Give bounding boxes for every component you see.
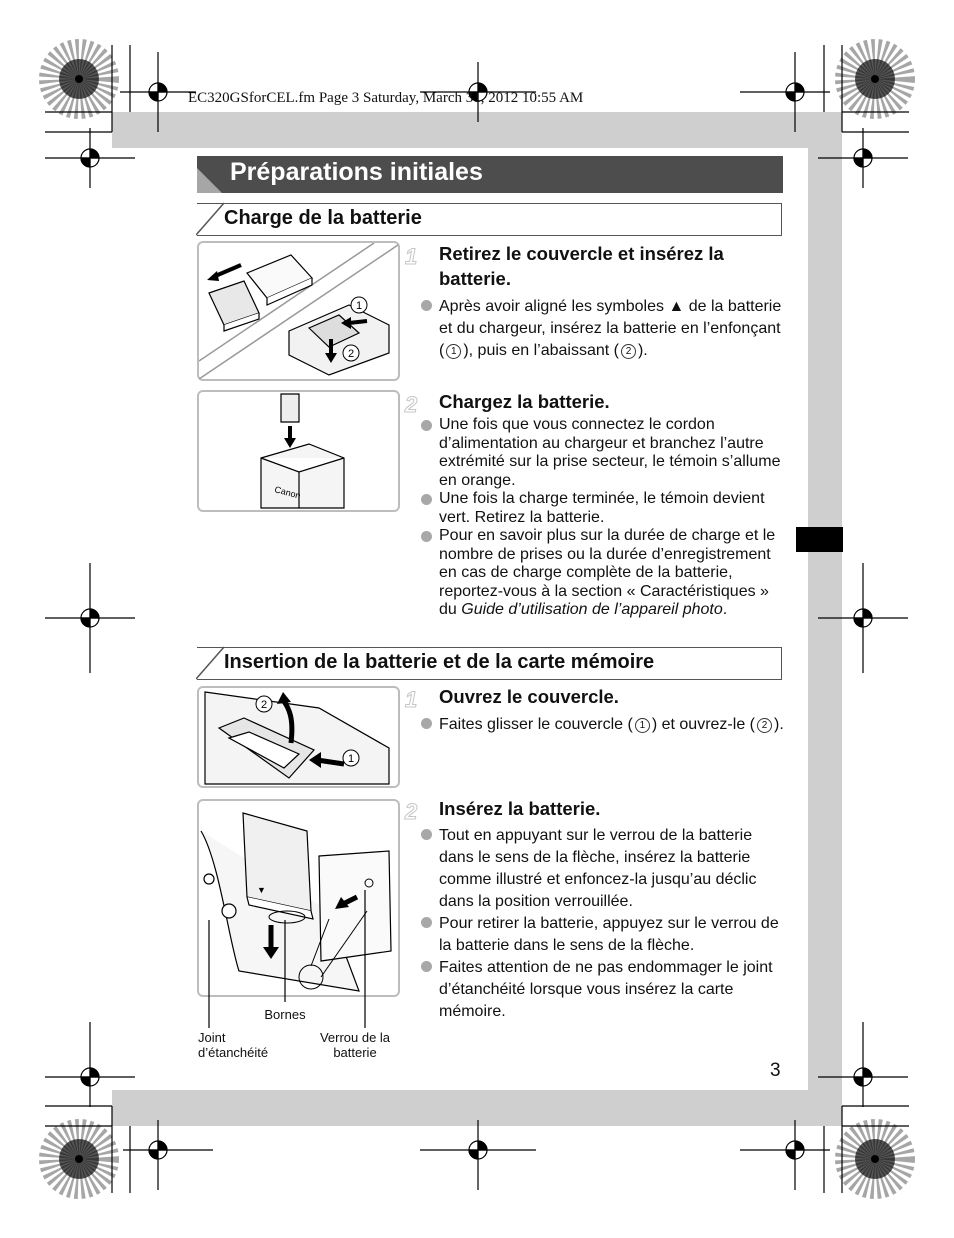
bullet-text: de la batterie et du chargeur, insérez la batterie en l’enfonçant ( xyxy=(439,298,782,359)
bullet-dot-icon xyxy=(421,420,432,431)
marker-one: 1 xyxy=(355,300,363,312)
step-number: 1 xyxy=(405,244,418,269)
bullet-text: Une fois que vous connectez le cordon d’alimentation au chargeur et branchez l’autre extrémité sur la prise secteur, le témoin s’allume en orange. xyxy=(439,416,781,489)
banner-corner-icon xyxy=(197,168,222,193)
bullet-text: Une fois la charge terminée, le témoin devient vert. Retirez la batterie. xyxy=(439,490,765,526)
step-title: Retirez le couvercle et insérez la batterie. xyxy=(439,243,724,289)
step-number: 1 xyxy=(405,687,418,712)
label-battery-lock xyxy=(310,1030,400,1060)
section-slant-icon xyxy=(196,646,226,681)
illustration-charging xyxy=(197,390,400,512)
label-lock-line: batterie xyxy=(333,1045,377,1060)
bullet-text: Faites attention de ne pas endommager le joint d’étanchéité lorsque vous insérez la carte mémoire. xyxy=(439,959,773,1020)
marker-one: 1 xyxy=(347,753,355,765)
section-header-insertion xyxy=(197,647,782,680)
illustration-charger-insert xyxy=(197,241,400,381)
bullet-item xyxy=(421,296,786,362)
bullet-text: Après avoir aligné les symboles xyxy=(439,298,664,315)
bullet-text: Pour en savoir plus sur la durée de charge et le nombre de prises ou la durée d’enregistrement en cas de charge complète de la batterie, reportez-vous à la section « Caractéristiques » du xyxy=(439,527,776,618)
section-slant-icon xyxy=(196,202,226,237)
circled-one-icon: 1 xyxy=(446,344,461,359)
label-terminals: Bornes xyxy=(264,1007,306,1022)
bullet-item xyxy=(421,957,786,1023)
circled-one-icon: 1 xyxy=(635,718,650,733)
label-seal xyxy=(198,1030,288,1060)
illustration-open-cover xyxy=(197,686,400,788)
bullet-dot-icon xyxy=(421,718,432,729)
page-number: 3 xyxy=(770,1060,781,1081)
bullet-dot-icon xyxy=(421,917,432,928)
bullet-text: ). xyxy=(637,342,648,359)
charger-battery-icon xyxy=(199,243,398,379)
step-title: Insérez la batterie. xyxy=(439,798,601,819)
bullet-text: ), puis en l’abaissant ( xyxy=(463,342,619,359)
section-title: Charge de la batterie xyxy=(224,207,422,229)
chapter-banner xyxy=(197,156,783,193)
section-title: Insertion de la batterie et de la carte mémoire xyxy=(224,651,655,673)
label-lock-line: Verrou de la xyxy=(319,1030,391,1045)
label-seal-line: d’étanchéité xyxy=(198,1045,269,1060)
label-seal-line: Joint xyxy=(198,1030,226,1045)
bullet-list xyxy=(421,825,786,1023)
bullet-text: ). xyxy=(773,716,784,733)
bullet-dot-icon xyxy=(421,829,432,840)
marker-two: 2 xyxy=(347,348,355,360)
manual-title: Guide d’utilisation de l’appareil photo xyxy=(461,601,723,618)
step-title: Chargez la batterie. xyxy=(439,391,610,412)
chapter-side-tab xyxy=(796,527,843,552)
bullet-text: Faites glisser le couvercle ( xyxy=(439,716,633,733)
bullet-item xyxy=(421,714,786,736)
marker-two: 2 xyxy=(260,699,268,711)
step-title: Ouvrez le couvercle. xyxy=(439,686,619,707)
bullet-item xyxy=(421,825,786,913)
chapter-title: Préparations initiales xyxy=(230,158,483,186)
bullet-text: . xyxy=(722,601,728,618)
bullet-item xyxy=(421,490,786,527)
circled-two-icon: 2 xyxy=(621,344,636,359)
bullet-dot-icon xyxy=(421,531,432,542)
bullet-item xyxy=(421,527,786,620)
bullet-text: ) et ouvrez-le ( xyxy=(651,716,755,733)
canon-logo: Canon xyxy=(273,484,302,501)
bullet-dot-icon xyxy=(421,494,432,505)
bullet-list xyxy=(421,296,786,362)
bullet-item xyxy=(421,416,786,490)
bullet-text: Pour retirer la batterie, appuyez sur le verrou de la batterie dans le sens de la flèche. xyxy=(439,915,779,954)
bullet-list xyxy=(421,416,786,620)
bullet-text: Tout en appuyant sur le verrou de la batterie dans le sens de la flèche, insérez la batterie comme illustré et enfoncez-la jusqu’au déclic dans la position verrouillée. xyxy=(439,827,757,910)
step-number: 2 xyxy=(405,799,418,824)
section-header-charge xyxy=(197,203,782,236)
bullet-item xyxy=(421,913,786,957)
charger-plug-icon xyxy=(199,392,398,510)
camera-cover-icon xyxy=(199,688,398,786)
file-info-header: EC320GSforCEL.fm Page 3 Saturday, March 31, 2012 10:55 AM xyxy=(188,90,584,106)
bullet-list xyxy=(421,714,786,736)
triangle-up-icon: ▲ xyxy=(668,298,685,315)
circled-two-icon: 2 xyxy=(757,718,772,733)
battery-arrow-icon: ▼ xyxy=(257,885,266,895)
bullet-dot-icon xyxy=(421,300,432,311)
step-number: 2 xyxy=(405,392,418,417)
bullet-dot-icon xyxy=(421,961,432,972)
